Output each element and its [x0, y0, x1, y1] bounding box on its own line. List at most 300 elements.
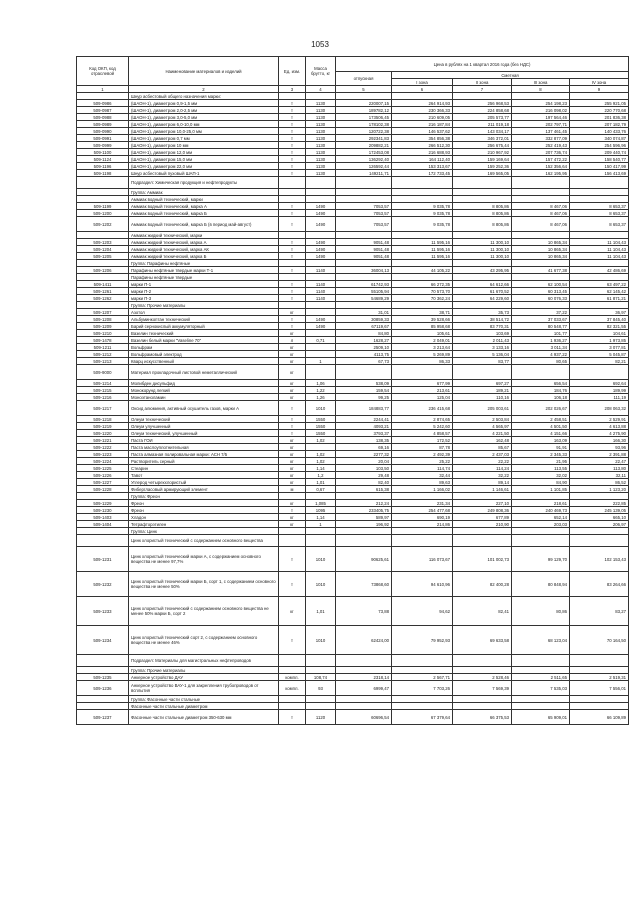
section-empty-cell — [392, 196, 453, 203]
section-empty-cell — [279, 302, 306, 309]
item-unit: кг — [279, 451, 306, 458]
item-mass: 1,06 — [306, 380, 336, 387]
section-empty-cell — [453, 696, 512, 703]
item-price-zone3: 21,95 — [512, 458, 570, 465]
section-empty-cell — [279, 93, 306, 100]
item-price-release: 31,01 — [336, 309, 392, 316]
item-price-zone3: 1 936,27 — [512, 337, 570, 344]
column-number: 8 — [512, 86, 570, 93]
section-empty-cell — [512, 177, 570, 189]
item-unit: т — [279, 114, 306, 121]
item-price-zone1: 116 073,67 — [392, 547, 453, 572]
item-price-zone1: 153 313,67 — [392, 163, 453, 170]
item-price-zone3: 216 098,02 — [512, 107, 570, 114]
section-empty-cell — [453, 703, 512, 710]
item-price-release: 173506,45 — [336, 114, 392, 121]
item-price-zone2: 82 400,28 — [453, 572, 512, 597]
item-price-zone2: 22,22 — [453, 458, 512, 465]
item-mass: 1140 — [306, 295, 336, 302]
item-unit: т — [279, 246, 306, 253]
item-unit: кг — [279, 351, 306, 358]
table-row — [77, 416, 629, 423]
item-name: Стеарин — [129, 465, 279, 472]
item-price-zone1: 216 688,93 — [392, 149, 453, 156]
section-empty-cell — [392, 189, 453, 196]
section-empty-cell — [570, 655, 629, 667]
item-price-zone3: 68 123,04 — [512, 626, 570, 655]
item-name: (ШАОН-1), диаметром 0,7 мм — [129, 135, 279, 142]
item-price-zone4: 3 077,81 — [570, 344, 629, 351]
table-row — [77, 444, 629, 451]
item-price-zone1: 94,62 — [392, 597, 453, 626]
section-empty-cell — [392, 177, 453, 189]
section-code-cell — [77, 274, 129, 281]
item-price-zone3: 37,22 — [512, 309, 570, 316]
section-empty-cell — [512, 260, 570, 267]
item-price-zone3: 162 195,95 — [512, 170, 570, 177]
col-header-estimate: Сметная — [392, 72, 629, 79]
table-row — [77, 316, 629, 323]
section-title: Шнур асбестовый общего назначения марки: — [129, 93, 279, 100]
section-empty-cell — [336, 493, 392, 500]
item-name: Углерод четыреххлористый — [129, 479, 279, 486]
item-price-zone1: 210 609,05 — [392, 114, 453, 121]
section-empty-cell — [392, 302, 453, 309]
section-code-cell — [77, 696, 129, 703]
section-title: Цинк хлористый технический с содержанием основного вещества — [129, 535, 279, 547]
item-price-release: 82,40 — [336, 479, 392, 486]
table-row — [77, 394, 629, 401]
item-price-release: 36004,13 — [336, 267, 392, 274]
section-empty-cell — [336, 703, 392, 710]
item-price-zone3 — [512, 365, 570, 380]
item-code: 509-0999 — [77, 142, 129, 149]
section-empty-cell — [453, 232, 512, 239]
item-price-zone4: 86,52 — [570, 479, 629, 486]
item-price-zone1: 70 362,24 — [392, 295, 453, 302]
col-header-zone3: III зона — [512, 79, 570, 86]
item-mass: 1140 — [306, 281, 336, 288]
item-name: Тавот — [129, 472, 279, 479]
item-mass: 1490 — [306, 239, 336, 246]
item-code: 509-0988 — [77, 114, 129, 121]
item-price-zone4: 665,10 — [570, 514, 629, 521]
item-price-zone1: 25,22 — [392, 458, 453, 465]
item-price-zone4: 220 770,68 — [570, 107, 629, 114]
page-number: 1053 — [311, 40, 329, 49]
item-price-zone2: 2 437,03 — [453, 451, 512, 458]
table-row — [77, 128, 629, 135]
item-code: 509-0989 — [77, 121, 129, 128]
section-empty-cell — [306, 189, 336, 196]
section-empty-cell — [512, 189, 570, 196]
item-unit: л — [279, 337, 306, 344]
item-unit: кг — [279, 330, 306, 337]
section-empty-cell — [392, 274, 453, 281]
item-price-release: 4093,21 — [336, 423, 392, 430]
item-mass: 1130 — [306, 114, 336, 121]
section-empty-cell — [512, 696, 570, 703]
item-price-zone3: 2 345,33 — [512, 451, 570, 458]
item-price-zone1: 1 166,02 — [392, 486, 453, 493]
item-unit: кг — [279, 344, 306, 351]
item-price-release: 54689,29 — [336, 295, 392, 302]
item-code: 509-1478 — [77, 337, 129, 344]
section-empty-cell — [279, 703, 306, 710]
item-price-zone4: 150 417,99 — [570, 163, 629, 170]
table-row — [77, 437, 629, 444]
item-unit: кг — [279, 394, 306, 401]
item-name: Анкерное устройство ВАУ-1 для закрепления трубопроводов от всплытия — [129, 681, 279, 696]
section-empty-cell — [306, 177, 336, 189]
item-price-zone3: 8 467,06 — [512, 203, 570, 210]
item-code: 509-0987 — [77, 107, 129, 114]
column-number: 2 — [129, 86, 279, 93]
table-row — [77, 521, 629, 528]
item-mass: 1140 — [306, 267, 336, 274]
item-price-zone3: 80 848,94 — [512, 572, 570, 597]
item-unit: кг — [279, 458, 306, 465]
item-price-zone2: 211 019,18 — [453, 121, 512, 128]
item-price-zone3: 99 129,70 — [512, 547, 570, 572]
item-code: 509-1232 — [77, 572, 129, 597]
item-price-zone1: 5 242,60 — [392, 423, 453, 430]
item-price-release — [336, 365, 392, 380]
table-row — [77, 203, 629, 210]
item-name: Растворитель серный — [129, 458, 279, 465]
item-price-zone2: 159 252,36 — [453, 163, 512, 170]
item-unit: т — [279, 547, 306, 572]
item-price-zone1: 264 914,93 — [392, 100, 453, 107]
item-mass: 1130 — [306, 156, 336, 163]
item-name: Цинк хлористый технический марки Б, сорт 1, с содержанием основного вещества не менее 50% — [129, 572, 279, 597]
item-unit: т — [279, 128, 306, 135]
price-table — [76, 56, 629, 725]
section-empty-cell — [453, 177, 512, 189]
table-row — [77, 365, 629, 380]
item-price-zone3: 152 356,64 — [512, 163, 570, 170]
item-code: 509-1217 — [77, 401, 129, 416]
item-code: 509-1234 — [77, 626, 129, 655]
section-empty-cell — [512, 703, 570, 710]
item-name: Вазелин технический — [129, 330, 279, 337]
col-header-zone4: IV зона — [570, 79, 629, 86]
item-mass: 1010 — [306, 401, 336, 416]
section-row — [77, 696, 629, 703]
item-code: 509-1204 — [77, 246, 129, 253]
section-empty-cell — [279, 274, 306, 281]
section-empty-cell — [453, 528, 512, 535]
item-price-zone2: 205 003,61 — [453, 401, 512, 416]
item-name: (ШАОН-1), диаметром 12,0 мм — [129, 149, 279, 156]
item-price-zone3: 84,90 — [512, 479, 570, 486]
item-mass: 1,2 — [306, 472, 336, 479]
item-price-zone3: 10 865,34 — [512, 246, 570, 253]
item-mass: 1,02 — [306, 458, 336, 465]
item-price-zone3: 202 026,67 — [512, 401, 570, 416]
item-name: Хладон — [129, 514, 279, 521]
item-unit: т — [279, 253, 306, 260]
item-price-zone3: 80,65 — [512, 358, 570, 365]
item-code: 509-1403 — [77, 514, 129, 521]
item-price-zone4: 70 164,50 — [570, 626, 629, 655]
item-mass — [306, 344, 336, 351]
item-price-zone1: 690,19 — [392, 514, 453, 521]
item-code: 509-1100 — [77, 149, 129, 156]
table-row — [77, 465, 629, 472]
item-mass: 1,14 — [306, 465, 336, 472]
item-price-zone3: 65 909,01 — [512, 710, 570, 725]
item-price-zone1: 9 035,78 — [392, 203, 453, 210]
item-price-zone4: 2 529,91 — [570, 416, 629, 423]
item-name: Цинк хлористый технический марки А, с содержанием основного вещества не менее 97,7% — [129, 547, 279, 572]
item-price-zone4: 254 596,96 — [570, 142, 629, 149]
item-code: 509-1223 — [77, 451, 129, 458]
item-price-zone4: 93,96 — [570, 444, 629, 451]
table-row — [77, 100, 629, 107]
item-price-zone2: 249 808,36 — [453, 507, 512, 514]
item-price-zone4: 82 321,55 — [570, 323, 629, 330]
section-empty-cell — [279, 493, 306, 500]
item-price-zone4: 83 264,66 — [570, 572, 629, 597]
table-row — [77, 472, 629, 479]
item-price-release: 9051,48 — [336, 253, 392, 260]
item-name: Аммиак водный технический, марка Б (в период май-август) — [129, 217, 279, 232]
section-empty-cell — [336, 655, 392, 667]
table-row — [77, 309, 629, 316]
item-name: Паста алмазная полировальная марки: АСН 7/5 — [129, 451, 279, 458]
item-price-release: 9051,48 — [336, 246, 392, 253]
item-price-zone1: 214,86 — [392, 521, 453, 528]
section-title: Группа: Парафины нефтяные — [129, 260, 279, 267]
item-price-zone3: 106,18 — [512, 394, 570, 401]
item-price-zone4: 140 433,76 — [570, 128, 629, 135]
item-unit: т — [279, 295, 306, 302]
item-price-release: 233405,75 — [336, 507, 392, 514]
item-name: Азотол — [129, 309, 279, 316]
item-price-zone4: 42 486,69 — [570, 267, 629, 274]
item-price-zone2: 205 573,77 — [453, 114, 512, 121]
item-name: Олеум технический — [129, 416, 279, 423]
section-row — [77, 655, 629, 667]
item-unit: т — [279, 430, 306, 437]
item-name: Фибергласовый армирующий элемент — [129, 486, 279, 493]
section-row — [77, 535, 629, 547]
item-price-zone2: 143 034,17 — [453, 128, 512, 135]
item-price-release: 4113,75 — [336, 351, 392, 358]
item-code: 509-1124 — [77, 156, 129, 163]
item-unit: т — [279, 142, 306, 149]
item-code: 509-1224 — [77, 458, 129, 465]
section-empty-cell — [336, 189, 392, 196]
item-price-zone3: 4 501,50 — [512, 423, 570, 430]
item-unit: т — [279, 626, 306, 655]
section-code-cell — [77, 655, 129, 667]
item-price-zone2: 101 002,73 — [453, 547, 512, 572]
item-price-zone4: 8 653,37 — [570, 217, 629, 232]
item-price-zone3: 1 101,85 — [512, 486, 570, 493]
item-price-zone1: 4 858,57 — [392, 430, 453, 437]
item-price-release: 90625,61 — [336, 547, 392, 572]
item-mass: 1140 — [306, 288, 336, 295]
table-row — [77, 486, 629, 493]
item-price-zone1: 11 595,16 — [392, 246, 453, 253]
section-empty-cell — [279, 667, 306, 674]
item-price-zone2: 89,14 — [453, 479, 512, 486]
item-code: 509-1202 — [77, 217, 129, 232]
item-price-zone4: 8 653,37 — [570, 210, 629, 217]
item-name: Цинк хлористый технический сорт 2, с содержанием основного вещества не менее 46% — [129, 626, 279, 655]
section-empty-cell — [392, 655, 453, 667]
table-row — [77, 430, 629, 437]
section-code-cell — [77, 177, 129, 189]
table-row — [77, 358, 629, 365]
table-row — [77, 387, 629, 394]
item-code: 509-1205 — [77, 253, 129, 260]
item-code: 509-0990 — [77, 128, 129, 135]
item-price-zone4: 206,97 — [570, 521, 629, 528]
item-price-zone4: 11 104,43 — [570, 253, 629, 260]
section-title: Группа: Аммиак — [129, 189, 279, 196]
item-price-zone3: 202 797,71 — [512, 121, 570, 128]
item-price-zone1: 2 567,71 — [392, 674, 453, 681]
section-row — [77, 260, 629, 267]
section-title: Группа: Прочие материалы — [129, 667, 279, 674]
item-price-zone2: 227,10 — [453, 500, 512, 507]
item-unit: т — [279, 710, 306, 725]
item-price-zone4: 1 123,20 — [570, 486, 629, 493]
item-price-zone3: 37 033,67 — [512, 316, 570, 323]
item-unit: кг — [279, 500, 306, 507]
section-empty-cell — [570, 535, 629, 547]
item-price-zone1: 677,99 — [392, 380, 453, 387]
section-empty-cell — [392, 493, 453, 500]
item-code: 509-1229 — [77, 500, 129, 507]
item-name: Моноэтаноламин — [129, 394, 279, 401]
item-name: (ШАОН-1), диаметром 3,0-5,0 мм — [129, 114, 279, 121]
item-price-zone2: 3 133,16 — [453, 344, 512, 351]
section-empty-cell — [570, 274, 629, 281]
item-price-release: 220007,15 — [336, 100, 392, 107]
table-row — [77, 121, 629, 128]
table-row — [77, 210, 629, 217]
item-unit: т — [279, 239, 306, 246]
item-price-zone4: 189,99 — [570, 387, 629, 394]
section-empty-cell — [453, 260, 512, 267]
section-empty-cell — [336, 528, 392, 535]
item-unit: т — [279, 210, 306, 217]
item-mass: 1550 — [306, 423, 336, 430]
table-row — [77, 330, 629, 337]
item-mass: 1130 — [306, 128, 336, 135]
item-code: 509-1227 — [77, 479, 129, 486]
item-name: марки П-1 — [129, 281, 279, 288]
item-name: Фреон — [129, 507, 279, 514]
item-mass: 1490 — [306, 210, 336, 217]
item-price-zone2: 677,89 — [453, 514, 512, 521]
item-price-release: 73868,60 — [336, 572, 392, 597]
item-price-zone3: 8 467,06 — [512, 217, 570, 232]
item-mass: 1130 — [306, 135, 336, 142]
item-price-release: 30859,33 — [336, 316, 392, 323]
item-price-zone4: 102 153,43 — [570, 547, 629, 572]
item-price-zone1: 3 213,64 — [392, 344, 453, 351]
column-number-row — [77, 86, 629, 93]
section-empty-cell — [279, 528, 306, 535]
item-price-zone2: 5 136,04 — [453, 351, 512, 358]
table-row — [77, 380, 629, 387]
item-price-release: 212,24 — [336, 500, 392, 507]
item-price-zone1: 94 610,96 — [392, 572, 453, 597]
section-row — [77, 232, 629, 239]
item-name: Олеум улучшенный — [129, 423, 279, 430]
item-name: Анкерное устройство ДАУ — [129, 674, 279, 681]
item-price-zone3: 197 564,46 — [512, 114, 570, 121]
item-price-release: 589,97 — [336, 514, 392, 521]
item-price-zone3: 163,09 — [512, 437, 570, 444]
item-price-zone3: 157 472,22 — [512, 156, 570, 163]
item-mass: 1490 — [306, 316, 336, 323]
item-price-zone1: 9 035,78 — [392, 217, 453, 232]
item-mass: 1130 — [306, 100, 336, 107]
section-empty-cell — [453, 93, 512, 100]
item-price-zone4: 113,80 — [570, 465, 629, 472]
item-name: Парафины нефтяные твердые марки Т-1 — [129, 267, 279, 274]
item-price-zone2: 66 375,53 — [453, 710, 512, 725]
section-empty-cell — [512, 93, 570, 100]
item-code: 509-1236 — [77, 681, 129, 696]
section-empty-cell — [453, 274, 512, 281]
item-price-zone2: 159 169,64 — [453, 156, 512, 163]
col-header-zone2: II зона — [453, 79, 512, 86]
item-price-zone1: 105,61 — [392, 330, 453, 337]
section-empty-cell — [392, 232, 453, 239]
item-code: 509-1221 — [77, 437, 129, 444]
item-mass: 1,26 — [306, 394, 336, 401]
section-empty-cell — [279, 232, 306, 239]
column-number: 4 — [306, 86, 336, 93]
item-price-zone1: 5 269,89 — [392, 351, 453, 358]
section-code-cell — [77, 528, 129, 535]
item-price-release: 99,25 — [336, 394, 392, 401]
item-code: 509-1230 — [77, 507, 129, 514]
section-code-cell — [77, 189, 129, 196]
section-empty-cell — [279, 189, 306, 196]
item-price-release: 61742,93 — [336, 281, 392, 288]
item-price-zone3: 7 535,03 — [512, 681, 570, 696]
item-price-zone1: 216 187,84 — [392, 121, 453, 128]
item-price-zone3: 4 937,22 — [512, 351, 570, 358]
item-name: Вольфрам — [129, 344, 279, 351]
item-price-release: 29,48 — [336, 472, 392, 479]
item-price-zone1: 2 049,01 — [392, 337, 453, 344]
section-empty-cell — [453, 493, 512, 500]
section-empty-cell — [453, 535, 512, 547]
item-mass: 1010 — [306, 626, 336, 655]
item-price-zone3: 3 011,34 — [512, 344, 570, 351]
section-row — [77, 302, 629, 309]
item-price-zone2: 69 633,58 — [453, 626, 512, 655]
item-price-release: 103,50 — [336, 465, 392, 472]
section-row — [77, 493, 629, 500]
item-price-zone3: 656,54 — [512, 380, 570, 387]
column-number: 9 — [570, 86, 629, 93]
item-price-zone2: 8 805,86 — [453, 203, 512, 210]
item-mass: 1130 — [306, 163, 336, 170]
item-code: 509-1219 — [77, 423, 129, 430]
col-header-unit: Ед. изм. — [279, 57, 306, 86]
section-code-cell — [77, 302, 129, 309]
